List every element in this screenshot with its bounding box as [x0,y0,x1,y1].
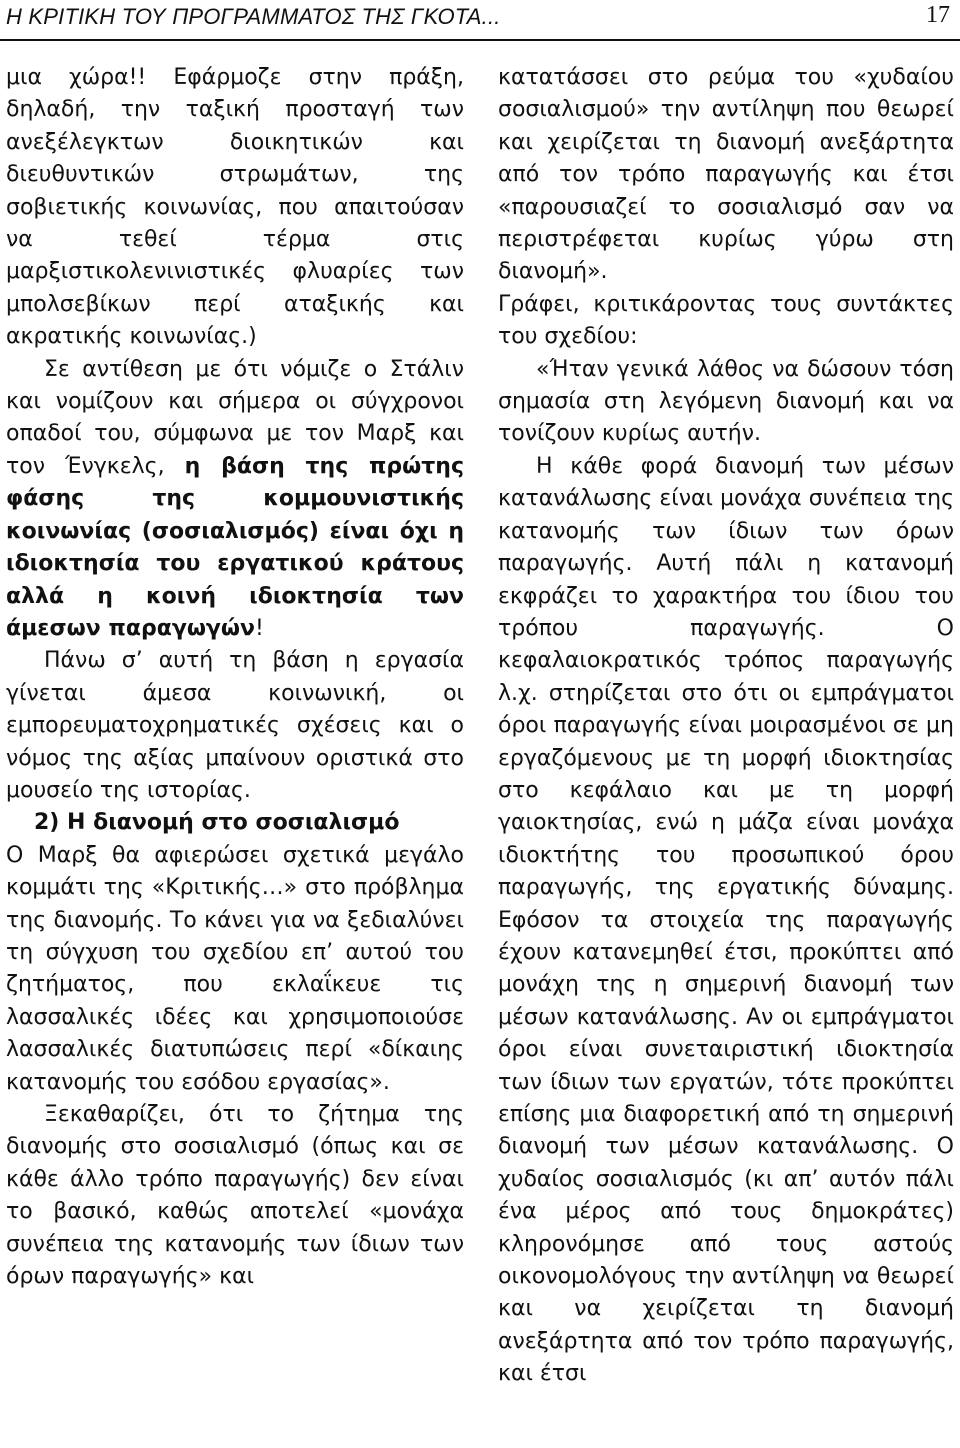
paragraph: μια χώρα!! Εφάρμοζε στην πράξη, δηλαδή, την ταξική προσταγή των ανεξέλεγκτων διοικητικών και διευθυντικών στρωμάτων, της σοβιετικής κοινωνίας, που απαιτούσαν να τεθεί τέρμα στις μαρξιστικολενινιστικές φλυαρίες των μπολσεβίκων περί αταξικής και ακρατικής κοινωνίας.) [6,65,464,350]
emphasized-text: η βάση της πρώτης φάσης της κομμουνιστικής κοινωνίας (σοσιαλισμός) είναι όχι η ιδιοκτησία του εργατικού κράτους αλλά η κοινή ιδιοκτησία των άμεσων παραγωγών [6,453,464,641]
paragraph-text: ! [255,615,264,641]
page-number: 17 [926,2,950,28]
paragraph: κατατάσσει στο ρεύμα του «χυδαίου σοσιαλισμού» την αντίληψη που θεωρεί και χειρίζεται τη διανομή ανεξάρτητα από τον τρόπο παραγωγής και έτσι «παρουσιαζεί το σοσιαλισμό σαν να περιστρέφεται κυρίως γύρω στη διανομή». [498,65,954,285]
running-title: Η ΚΡΙΤΙΚΗ ΤΟΥ ΠΡΟΓΡΑΜΜΑΤΟΣ ΤΗΣ ΓΚΟΤΑ... [6,4,501,29]
running-header [0,0,960,40]
paragraph-text: Σε αντίθεση με ότι νόμιζε ο Στάλιν και νομίζουν και σήμερα οι σύγχρονοι οπαδοί του, σύμφωνα με τον Μαρξ και τον Ένγκελς, [6,356,464,479]
left-column [6,62,464,1293]
header-rule [0,39,960,41]
right-column [498,62,954,1391]
quote-paragraph: «Ήταν γενικά λάθος να δώσουν τόση σημασία στη λεγόμενη διανομή και να τονίζουν κυρίως αυτήν. [498,356,954,447]
paragraph: Ξεκαθαρίζει, ότι το ζήτημα της διανομής στο σοσιαλισμό (όπως και σε κάθε άλλο τρόπο παραγωγής) δεν είναι το βασικό, καθώς αποτελεί «μονάχα συνέπεια της κατανομής των ίδιων των όρων παραγωγής» και [6,1102,464,1290]
paragraph: Γράφει, κριτικάροντας τους συντάκτες του σχεδίου: [498,291,954,350]
quote-paragraph: Η κάθε φορά διανομή των μέσων κατανάλωσης είναι μονάχα συνέπεια της κατανομής των ίδιων των όρων παραγωγής. Αυτή πάλι η κατανομή εκφράζει το χαρακτήρα του ίδιου του τρόπου παραγωγής. Ο κεφαλαιοκρατικός τρόπος παραγωγής λ.χ. στηρίζεται στο ότι οι εμπράγματοι όροι παραγωγής είναι μοιρασμένοι σε μη εργαζόμενους με τη μορφή ιδιοκτησίας στο κεφάλαιο και με τη μορφή γαιοκτησίας, ενώ η μάζα είναι μονάχα ιδιοκτήτης του προσωπικού όρου παραγωγής, της εργατικής δύναμης. Εφόσον τα στοιχεία της παραγωγής έχουν κατανεμηθεί έτσι, προκύπτει από μονάχη της η σημερινή διανομή των μέσων κατανάλωσης. Αν οι εμπράγματοι όροι είναι συνεταιριστική ιδιοκτησία των ίδιων των εργατών, τότε προκύπτει επίσης μια διαφορετική από τη σημερινή διανομή των μέσων κατανάλωσης. Ο χυδαίος σοσιαλισμός (κι απ’ αυτόν πάλι ένα μέρος από τους δημοκράτες) κληρονόμησε από τους αστούς οικονομολόγους την αντίληψη να θεωρεί και να χειρίζεται τη διανομή ανεξάρτητα από τον τρόπο παραγωγής, και έτσι [498,453,954,1387]
section-heading: 2) Η διανομή στο σοσιαλισμό [34,810,400,836]
paragraph [6,354,464,646]
paragraph: Ο Μαρξ θα αφιερώσει σχετικά μεγάλο κομμάτι της «Κριτικής…» στο πρόβλημα της διανομής. Το κάνει για να ξεδιαλύνει τη σύγχυση του σχεδίου επ’ αυτού του ζητήματος, που εκλαΐκευε τις λασσαλικές ιδέες και χρησιμοποιούσε λασσαλικές διατυπώσεις περί «δίκαιης κατανομής του εσόδου εργασίας». [6,842,464,1095]
paragraph: Πάνω σ’ αυτή τη βάση η εργασία γίνεται άμεσα κοινωνική, οι εμπορευματοχρηματικές σχέσεις και ο νόμος της αξίας μπαίνουν οριστικά στο μουσείο της ιστορίας. [6,648,464,803]
